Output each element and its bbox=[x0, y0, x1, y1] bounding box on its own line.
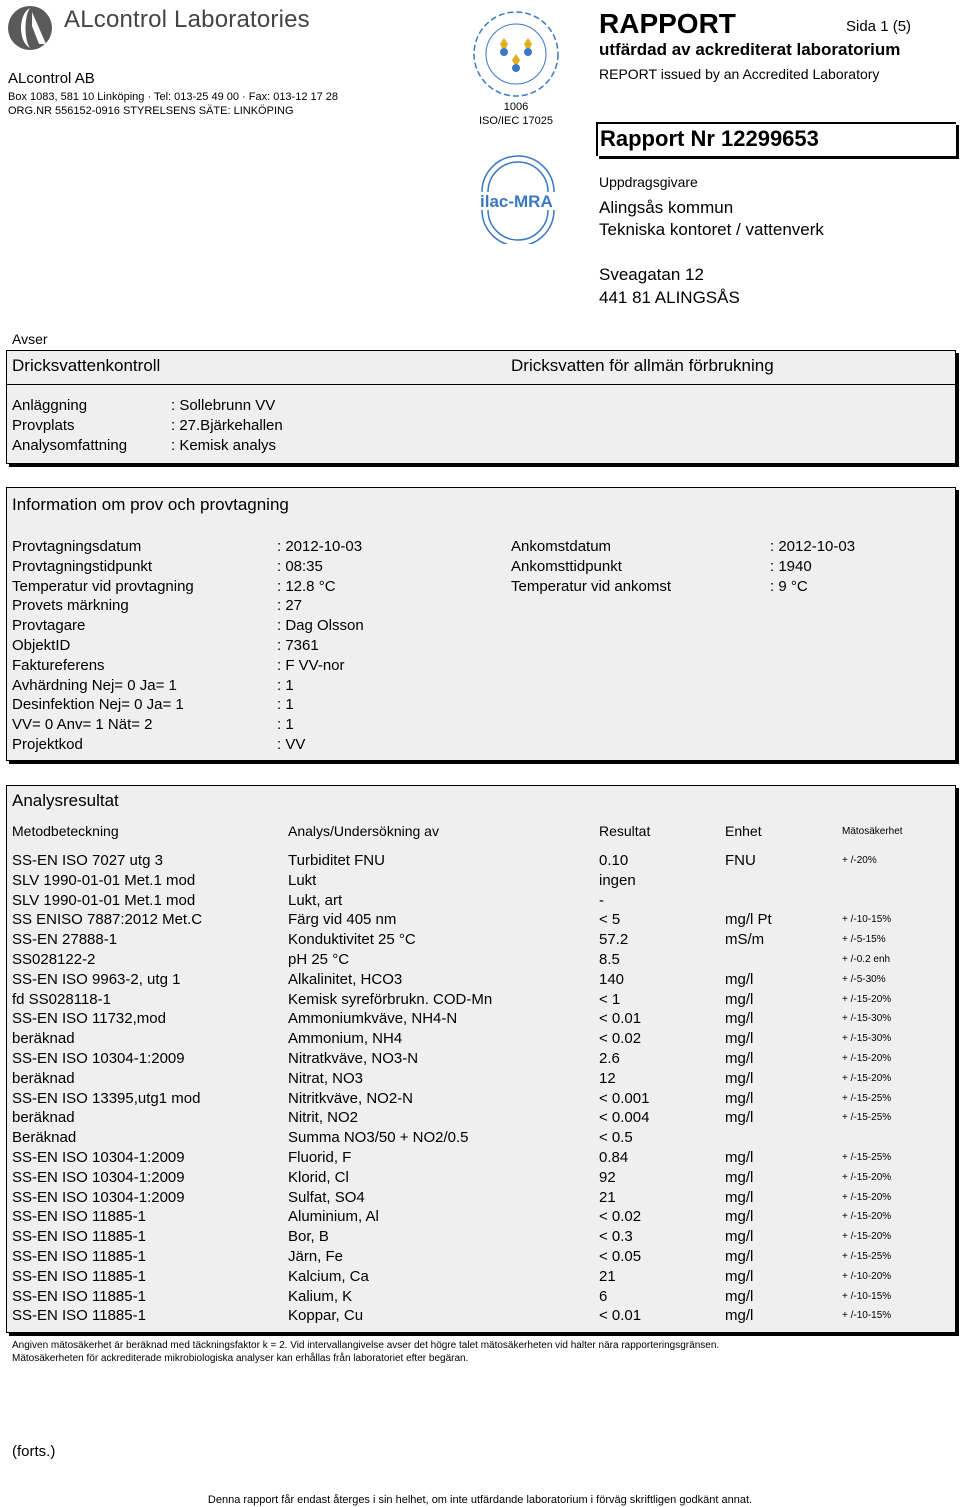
table-row bbox=[7, 1050, 955, 1070]
result-cell: < 0.5 bbox=[599, 1129, 633, 1147]
table-row bbox=[7, 1248, 955, 1268]
table-row bbox=[7, 1228, 955, 1248]
result-cell: < 5 bbox=[599, 911, 621, 929]
uncertainty-cell: + /-15-20% bbox=[842, 1191, 892, 1203]
uncertainty-cell: + /-15-20% bbox=[842, 1231, 892, 1243]
table-row bbox=[7, 1090, 955, 1110]
method-cell: fd SS028118-1 bbox=[12, 990, 111, 1008]
avser-label: Avser bbox=[12, 331, 48, 347]
analysis-cell: Summa NO3/50 + NO2/0.5 bbox=[288, 1129, 469, 1147]
analysis-cell: Kalium, K bbox=[288, 1287, 353, 1305]
table-row bbox=[7, 1169, 955, 1189]
method-cell: SS-EN ISO 13395,utg1 mod bbox=[12, 1089, 201, 1107]
result-cell: < 0.02 bbox=[599, 1208, 642, 1226]
info-field-label: Avhärdning Nej= 0 Ja= 1 bbox=[12, 676, 177, 694]
info-field-label: Provets märkning bbox=[12, 597, 129, 615]
analysis-cell: Konduktivitet 25 °C bbox=[288, 931, 416, 949]
unit-cell: mg/l bbox=[725, 1168, 754, 1186]
info-field-label: Ankomstdatum bbox=[511, 538, 612, 555]
unit-cell: mS/m bbox=[725, 931, 765, 949]
info-field-label: ObjektID bbox=[12, 637, 71, 654]
result-cell: 6 bbox=[599, 1287, 608, 1305]
info-field-value: : Dag Olsson bbox=[277, 617, 364, 635]
uncertainty-cell: + /-15-25% bbox=[842, 1112, 892, 1124]
method-cell: beräknad bbox=[12, 1030, 75, 1048]
table-row bbox=[7, 911, 955, 931]
ilac-mra-logo-icon bbox=[472, 152, 564, 244]
unit-cell: mg/l bbox=[725, 1208, 754, 1226]
page-indicator: Sida 1 (5) bbox=[846, 18, 912, 35]
report-number: Rapport Nr 12299653 bbox=[600, 126, 819, 151]
analysis-cell: Nitrit, NO2 bbox=[288, 1109, 359, 1127]
analysis-cell: Nitritkväve, NO2-N bbox=[288, 1089, 414, 1107]
avser-left-title: Dricksvattenkontroll bbox=[12, 356, 161, 375]
method-cell: SLV 1990-01-01 Met.1 mod bbox=[12, 891, 196, 909]
avser-field-label: Analysomfattning bbox=[12, 437, 128, 454]
svg-text:ilac-MRA: ilac-MRA bbox=[480, 192, 553, 211]
uncertainty-cell: + /-15-20% bbox=[842, 1053, 892, 1064]
result-cell: 21 bbox=[599, 1188, 616, 1206]
unit-cell: mg/l bbox=[725, 970, 754, 988]
info-field-value: : 1 bbox=[277, 716, 294, 734]
method-cell: SS-EN ISO 10304-1:2009 bbox=[12, 1188, 185, 1206]
info-field-label: Provtagningsdatum bbox=[12, 538, 142, 555]
sample-info-title: Information om prov och provtagning bbox=[12, 495, 289, 514]
uncertainty-note: Angiven mätosäkerhet är beräknad med täckningsfaktor k = 2. Vid intervallangivelse avser det högre talet mätosäkerheten vid halter nära rapporteringsgränsen. bbox=[12, 1340, 720, 1351]
col-header-uncertainty: Mätosäkerhet bbox=[842, 826, 903, 837]
avser-right-title: Dricksvatten för allmän förbrukning bbox=[511, 356, 774, 375]
unit-cell: mg/l bbox=[725, 1248, 754, 1265]
method-cell: SS-EN 27888-1 bbox=[12, 931, 118, 949]
method-cell: SLV 1990-01-01 Met.1 mod bbox=[12, 871, 196, 889]
analysis-cell: Turbiditet FNU bbox=[288, 852, 385, 869]
method-cell: SS-EN ISO 9963-2, utg 1 bbox=[12, 970, 181, 988]
avser-field-value: : Kemisk analys bbox=[171, 437, 277, 454]
result-cell: - bbox=[599, 891, 604, 909]
client-label: Uppdragsgivare bbox=[599, 174, 698, 190]
unit-cell: FNU bbox=[725, 852, 756, 869]
info-field-value: : F VV-nor bbox=[277, 656, 345, 674]
info-field-value: : 2012-10-03 bbox=[277, 538, 363, 555]
continued-label: (forts.) bbox=[12, 1443, 56, 1460]
unit-cell: mg/l Pt bbox=[725, 911, 772, 929]
col-header-method: Metodbeteckning bbox=[12, 823, 119, 839]
table-row bbox=[7, 1288, 955, 1308]
table-row bbox=[7, 1149, 955, 1169]
client-name: Alingsås kommun bbox=[599, 198, 734, 217]
uncertainty-cell: + /-15-20% bbox=[842, 993, 892, 1005]
info-field-label: Ankomsttidpunkt bbox=[511, 557, 622, 575]
company-name: ALcontrol AB bbox=[8, 70, 95, 87]
unit-cell: mg/l bbox=[725, 1109, 754, 1127]
info-field-value: : 12.8 °C bbox=[277, 577, 336, 595]
table-row bbox=[7, 1208, 955, 1228]
uncertainty-cell: + /-20% bbox=[842, 855, 877, 866]
table-row bbox=[7, 1189, 955, 1209]
info-field-label: Provtagningstidpunkt bbox=[12, 557, 153, 575]
analysis-cell: Sulfat, SO4 bbox=[288, 1188, 365, 1206]
uncertainty-cell: + /-10-15% bbox=[842, 914, 892, 926]
company-org-number: ORG.NR 556152-0916 STYRELSENS SÄTE: LINKÖPING bbox=[8, 105, 294, 117]
method-cell: SS028122-2 bbox=[12, 951, 96, 968]
col-header-result: Resultat bbox=[599, 823, 651, 839]
table-row bbox=[7, 951, 955, 971]
unit-cell: mg/l bbox=[725, 1050, 754, 1067]
alcontrol-logo-icon bbox=[6, 4, 54, 52]
table-row bbox=[7, 892, 955, 912]
results-title: Analysresultat bbox=[12, 791, 119, 810]
client-department: Tekniska kontoret / vattenverk bbox=[599, 220, 824, 239]
swedac-seal-icon bbox=[470, 8, 562, 100]
unit-cell: mg/l bbox=[725, 1228, 754, 1246]
uncertainty-cell: + /-15-20% bbox=[842, 1171, 892, 1183]
method-cell: SS-EN ISO 7027 utg 3 bbox=[12, 852, 163, 869]
page-footer: Denna rapport får endast återges i sin helhet, om inte utfärdande laboratorium i förväg skriftligen godkänt annat. bbox=[207, 1494, 753, 1506]
result-cell: 140 bbox=[599, 970, 625, 988]
info-field-value: : 27 bbox=[277, 597, 303, 615]
result-cell: 8.5 bbox=[599, 951, 620, 968]
method-cell: SS ENISO 7887:2012 Met.C bbox=[12, 911, 203, 929]
method-cell: beräknad bbox=[12, 1109, 75, 1127]
analysis-cell: pH 25 °C bbox=[288, 951, 350, 968]
report-subtitle-en: REPORT issued by an Accredited Laboratory bbox=[599, 66, 880, 82]
info-field-label: Desinfektion Nej= 0 Ja= 1 bbox=[12, 696, 184, 714]
info-field-label: Faktureferens bbox=[12, 656, 105, 674]
info-field-label: VV= 0 Anv= 1 Nät= 2 bbox=[12, 716, 153, 734]
result-cell: < 0.3 bbox=[599, 1228, 633, 1246]
uncertainty-cell: + /-15-20% bbox=[842, 1211, 892, 1223]
result-cell: 0.84 bbox=[599, 1149, 629, 1166]
unit-cell: mg/l bbox=[725, 1149, 754, 1166]
uncertainty-cell: + /-5-15% bbox=[842, 934, 886, 946]
report-title: RAPPORT bbox=[599, 8, 736, 39]
analysis-cell: Kemisk syreförbrukn. COD-Mn bbox=[288, 990, 493, 1008]
uncertainty-cell: + /-15-30% bbox=[842, 1013, 892, 1025]
method-cell: SS-EN ISO 10304-1:2009 bbox=[12, 1149, 185, 1166]
analysis-cell: Bor, B bbox=[288, 1228, 329, 1246]
uncertainty-cell: + /-10-15% bbox=[842, 1290, 892, 1302]
uncertainty-cell: + /-15-30% bbox=[842, 1033, 892, 1045]
analysis-cell: Ammoniumkväve, NH4-N bbox=[288, 1010, 458, 1028]
avser-field-value: : 27.Bjärkehallen bbox=[171, 417, 283, 434]
table-row bbox=[7, 971, 955, 991]
avser-field-value: : Sollebrunn VV bbox=[171, 397, 276, 414]
unit-cell: mg/l bbox=[725, 1089, 754, 1107]
result-cell: ingen bbox=[599, 871, 636, 889]
result-cell: 21 bbox=[599, 1267, 616, 1285]
uncertainty-cell: + /-5-30% bbox=[842, 973, 886, 985]
table-row bbox=[7, 1070, 955, 1090]
result-cell: < 0.05 bbox=[599, 1248, 642, 1265]
client-city: 441 81 ALINGSÅS bbox=[599, 288, 740, 307]
analysis-cell: Nitrat, NO3 bbox=[288, 1069, 364, 1087]
table-row bbox=[7, 1268, 955, 1288]
info-field-label: Projektkod bbox=[12, 736, 83, 753]
analysis-cell: Kalcium, Ca bbox=[288, 1267, 369, 1285]
info-field-label: Temperatur vid provtagning bbox=[12, 577, 194, 595]
info-field-value: : 7361 bbox=[277, 637, 319, 654]
method-cell: SS-EN ISO 11885-1 bbox=[12, 1208, 146, 1226]
table-row bbox=[7, 1307, 955, 1327]
uncertainty-cell: + /-15-20% bbox=[842, 1072, 892, 1084]
analysis-cell: Fluorid, F bbox=[288, 1149, 352, 1166]
analysis-cell: Alkalinitet, HCO3 bbox=[288, 970, 403, 988]
unit-cell: mg/l bbox=[725, 1267, 754, 1285]
method-cell: SS-EN ISO 11732,mod bbox=[12, 1010, 166, 1028]
info-field-value: : 1 bbox=[277, 696, 294, 714]
col-header-unit: Enhet bbox=[725, 823, 762, 839]
result-cell: 12 bbox=[599, 1069, 616, 1087]
info-field-value: : 08:35 bbox=[277, 557, 323, 575]
analysis-cell: Ammonium, NH4 bbox=[288, 1030, 403, 1048]
accreditation-number: 1006 ISO/IEC 17025 bbox=[479, 101, 553, 127]
info-field-value: : 2012-10-03 bbox=[770, 538, 856, 555]
table-row bbox=[7, 852, 955, 872]
method-cell: SS-EN ISO 11885-1 bbox=[12, 1287, 146, 1305]
analysis-cell: Färg vid 405 nm bbox=[288, 911, 397, 929]
client-street: Sveagatan 12 bbox=[599, 265, 704, 284]
table-row bbox=[7, 872, 955, 892]
method-cell: SS-EN ISO 11885-1 bbox=[12, 1248, 146, 1265]
analysis-cell: Lukt bbox=[288, 871, 317, 889]
table-row bbox=[7, 931, 955, 951]
table-row bbox=[7, 1129, 955, 1149]
uncertainty-cell: + /-15-25% bbox=[842, 1251, 892, 1262]
method-cell: Beräknad bbox=[12, 1129, 77, 1147]
uncertainty-cell: + /-10-15% bbox=[842, 1310, 892, 1322]
avser-box bbox=[6, 350, 956, 464]
result-cell: 92 bbox=[599, 1168, 616, 1186]
method-cell: SS-EN ISO 10304-1:2009 bbox=[12, 1168, 185, 1186]
method-cell: SS-EN ISO 11885-1 bbox=[12, 1228, 146, 1246]
unit-cell: mg/l bbox=[725, 1307, 754, 1325]
result-cell: 57.2 bbox=[599, 931, 629, 949]
info-field-value: : 1940 bbox=[770, 557, 812, 575]
unit-cell: mg/l bbox=[725, 1069, 754, 1087]
result-cell: < 0.001 bbox=[599, 1089, 650, 1107]
table-row bbox=[7, 991, 955, 1011]
unit-cell: mg/l bbox=[725, 1188, 754, 1206]
info-field-value: : 9 °C bbox=[770, 577, 808, 595]
results-box bbox=[6, 785, 956, 1333]
method-cell: SS-EN ISO 11885-1 bbox=[12, 1267, 146, 1285]
info-field-value: : VV bbox=[277, 736, 306, 753]
table-row bbox=[7, 1010, 955, 1030]
info-field-value: : 1 bbox=[277, 676, 294, 694]
report-subtitle: utfärdad av ackrediterat laboratorium bbox=[599, 40, 901, 59]
table-row bbox=[7, 1109, 955, 1129]
info-field-label: Provtagare bbox=[12, 617, 86, 635]
unit-cell: mg/l bbox=[725, 990, 754, 1008]
avser-divider bbox=[7, 384, 955, 385]
uncertainty-cell: + /-0.2 enh bbox=[842, 954, 891, 965]
uncertainty-cell: + /-15-25% bbox=[842, 1092, 892, 1104]
info-field-label: Temperatur vid ankomst bbox=[511, 577, 672, 595]
analysis-cell: Nitratkväve, NO3-N bbox=[288, 1050, 419, 1067]
result-cell: < 0.01 bbox=[599, 1307, 642, 1325]
unit-cell: mg/l bbox=[725, 1010, 754, 1028]
result-cell: < 1 bbox=[599, 990, 621, 1008]
uncertainty-cell: + /-15-25% bbox=[842, 1152, 892, 1163]
analysis-cell: Klorid, Cl bbox=[288, 1168, 349, 1186]
uncertainty-cell: + /-10-20% bbox=[842, 1270, 892, 1282]
analysis-cell: Järn, Fe bbox=[288, 1248, 344, 1265]
analysis-cell: Lukt, art bbox=[288, 891, 343, 909]
avser-field-label: Provplats bbox=[12, 417, 75, 434]
microbiology-note: Mätosäkerheten för ackrediterade mikrobiologiska analyser kan erhållas från laboratoriet efter begäran. bbox=[12, 1353, 469, 1364]
method-cell: beräknad bbox=[12, 1069, 75, 1087]
sample-info-box bbox=[6, 487, 956, 761]
analysis-cell: Koppar, Cu bbox=[288, 1307, 364, 1325]
method-cell: SS-EN ISO 10304-1:2009 bbox=[12, 1050, 185, 1067]
table-row bbox=[7, 1030, 955, 1050]
company-address: Box 1083, 581 10 Linköping · Tel: 013-25 49 00 · Fax: 013-12 17 28 bbox=[8, 91, 339, 103]
col-header-analysis: Analys/Undersökning av bbox=[288, 823, 439, 839]
result-cell: 2.6 bbox=[599, 1050, 620, 1067]
method-cell: SS-EN ISO 11885-1 bbox=[12, 1307, 146, 1325]
unit-cell: mg/l bbox=[725, 1287, 754, 1305]
unit-cell: mg/l bbox=[725, 1030, 754, 1048]
result-cell: < 0.004 bbox=[599, 1109, 650, 1127]
avser-field-label: Anläggning bbox=[12, 397, 88, 414]
result-cell: 0.10 bbox=[599, 852, 629, 869]
analysis-cell: Aluminium, Al bbox=[288, 1208, 379, 1226]
result-cell: < 0.01 bbox=[599, 1010, 642, 1028]
result-cell: < 0.02 bbox=[599, 1030, 642, 1048]
company-logo-text: ALcontrol Laboratories bbox=[64, 6, 310, 33]
